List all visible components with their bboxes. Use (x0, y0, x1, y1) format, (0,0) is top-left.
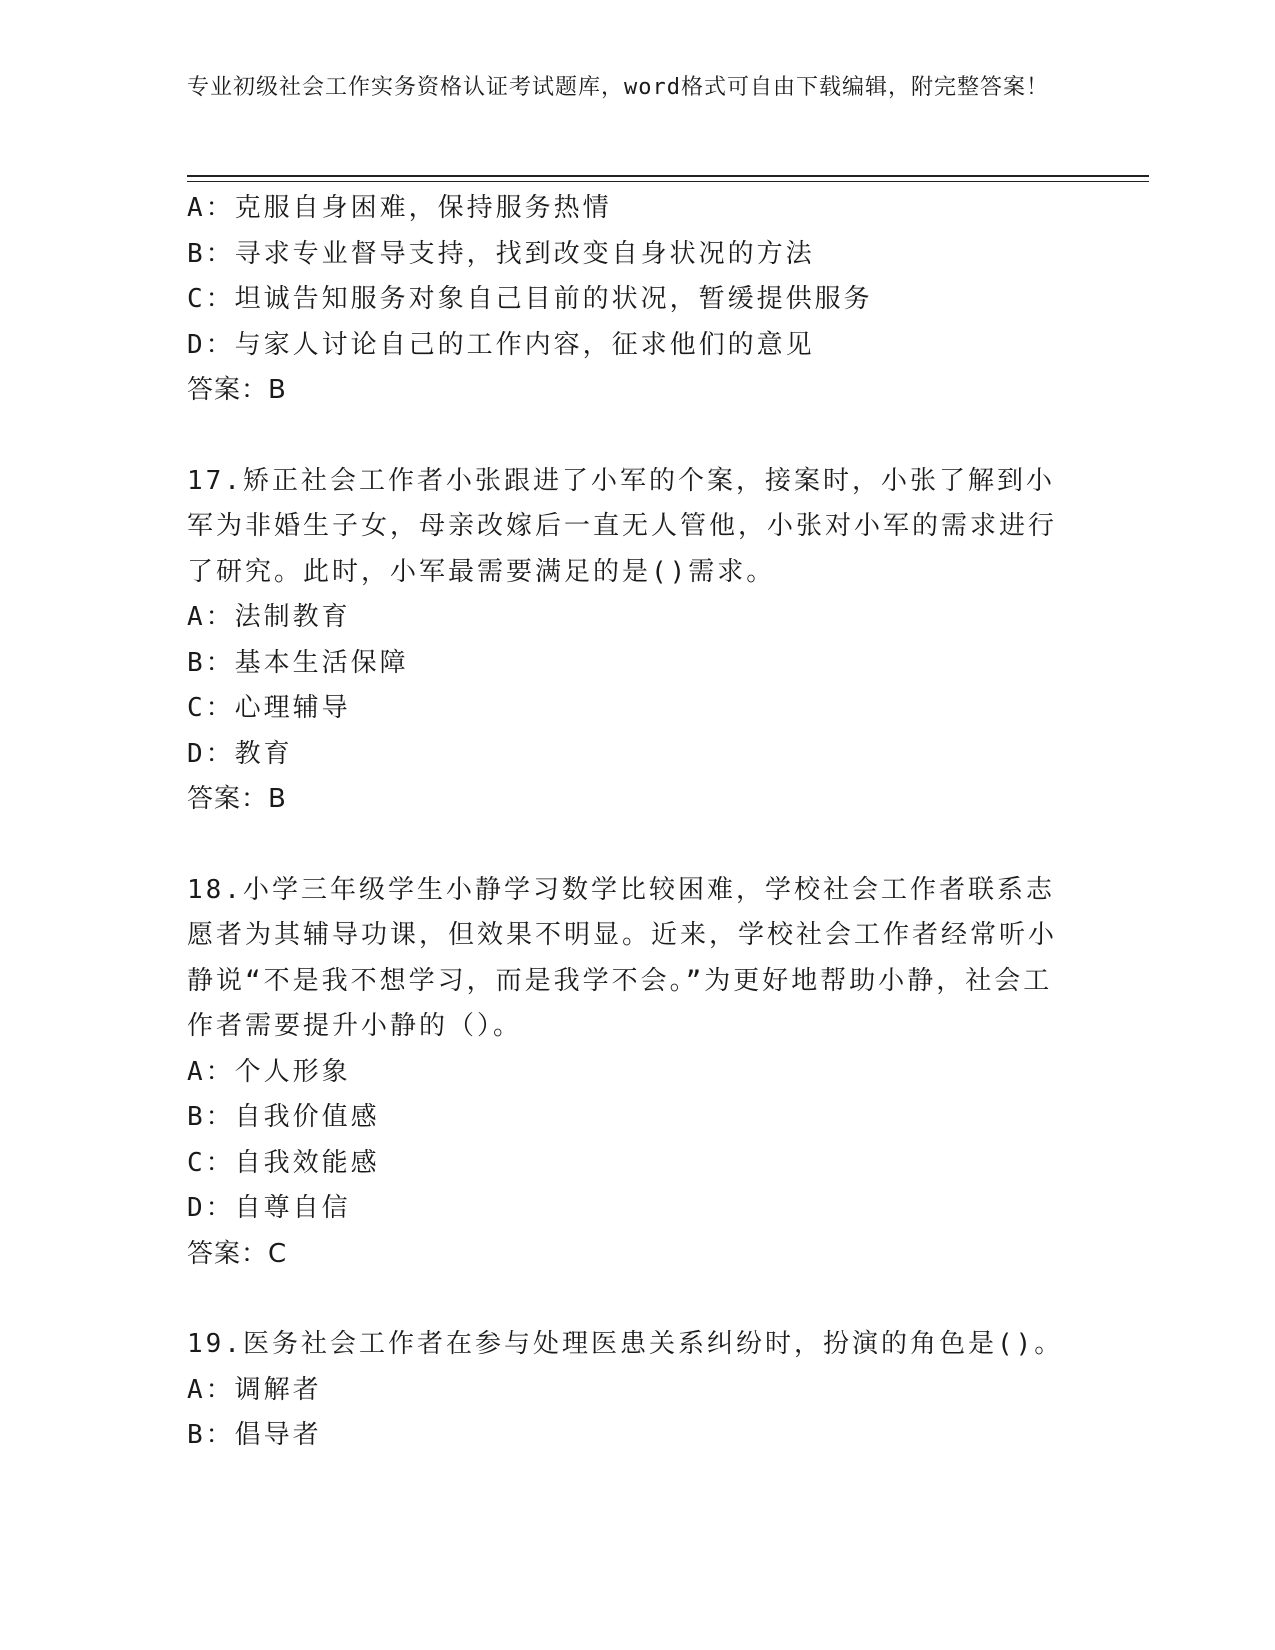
option-b: B：寻求专业督导支持，找到改变自身状况的方法 (187, 238, 815, 269)
header-divider (187, 175, 1149, 177)
option-c: C：自我效能感 (187, 1147, 380, 1178)
option-b: B：基本生活保障 (187, 647, 409, 678)
option-c: C：心理辅导 (187, 693, 351, 723)
option-d: D：与家人讨论自己的工作内容，征求他们的意见 (187, 329, 815, 360)
option-d: D：教育 (187, 738, 293, 769)
option-b: B：倡导者 (187, 1420, 322, 1450)
option-a: A：克服自身困难，保持服务热情 (187, 193, 612, 223)
question-17 (187, 459, 1067, 823)
option-d: D：自尊自信 (187, 1193, 351, 1223)
question-19 (187, 1322, 1067, 1459)
question-18 (187, 868, 1067, 1278)
header-divider-thin (187, 181, 1149, 182)
document-header: 专业初级社会工作实务资格认证考试题库，word格式可自由下载编辑，附完整答案！ (187, 75, 1049, 100)
option-b: B：自我价值感 (187, 1102, 380, 1132)
answer: 答案：B (187, 375, 287, 405)
answer: 答案：B (187, 784, 287, 814)
option-a: A：个人形象 (187, 1056, 351, 1087)
answer: 答案：C (187, 1238, 288, 1269)
option-a: A：法制教育 (187, 602, 351, 632)
question-content (187, 186, 1067, 1459)
option-c: C：坦诚告知服务对象自己目前的状况，暂缓提供服务 (187, 284, 873, 314)
option-a: A：调解者 (187, 1374, 322, 1405)
question-stem: 18.小学三年级学生小静学习数学比较困难，学校社会工作者联系志愿者为其辅导功课，但效果不明显。近来，学校社会工作者经常听小静说“不是我不想学习，而是我学不会。”为更好地帮助小静，社会工作者需要提升小静的（）。 (187, 874, 1058, 1041)
question-stem: 17.矫正社会工作者小张跟进了小军的个案，接案时，小张了解到小军为非婚生子女，母亲改嫁后一直无人管他，小张对小军的需求进行了研究。此时，小军最需要满足的是()需求。 (187, 465, 1058, 587)
question-16-continued (187, 186, 1067, 414)
question-stem: 19.医务社会工作者在参与处理医患关系纠纷时，扮演的角色是()。 (187, 1329, 1064, 1359)
